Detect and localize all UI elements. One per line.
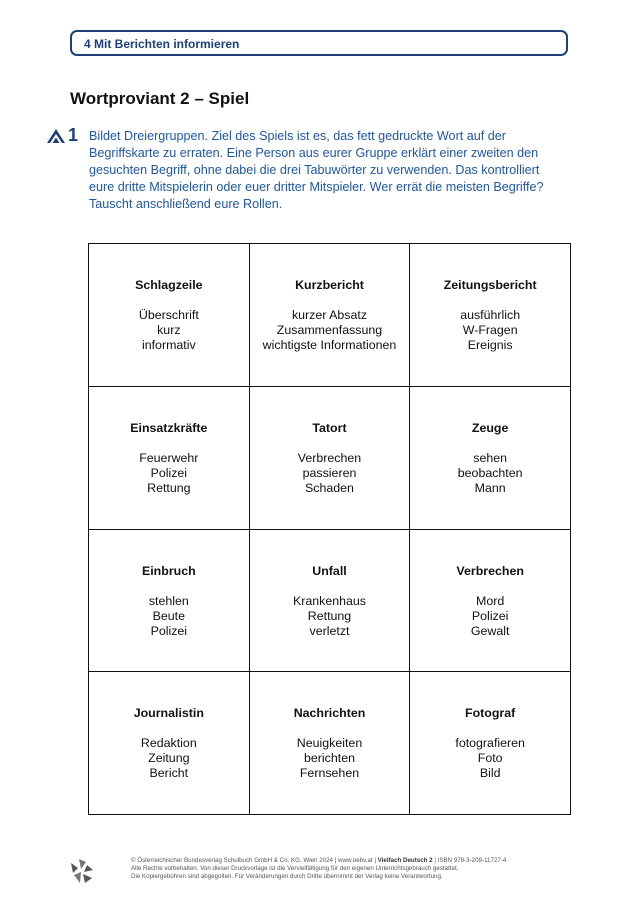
taboo-word: Bericht — [149, 766, 189, 781]
taboo-card — [250, 530, 411, 673]
taboo-word: Polizei — [150, 623, 188, 638]
taboo-word: W-Fragen — [462, 323, 518, 337]
taboo-card — [250, 244, 411, 387]
footer-line-2: Alle Rechte vorbehalten. Von dieser Druckvorlage ist die Vervielfältigung für den eigenen Unterrichtsgebrauch gestattet. — [131, 865, 459, 872]
taboo-word: wichtigste Informationen — [262, 338, 397, 352]
taboo-word: Gewalt — [470, 623, 510, 638]
taboo-word: Fernsehen — [299, 766, 360, 781]
card-term: Einbruch — [141, 563, 196, 578]
taboo-word: kurz — [157, 323, 181, 337]
task-instructions: Bildet Dreiergruppen. Ziel des Spiels ist es, das fett gedruckte Wort auf der Begriffskarte zu erraten. Eine Person aus eurer Gruppe erklärt einer zweiten den gesuchten Begriff, ohne dabei die drei Tabuwörter zu verwenden. Das kontrolliert eure dritte Mitspielerin oder euer dritter Mitspieler. Wer errät die meisten Begriffe? Tauscht anschließend eure Rollen. — [89, 129, 544, 211]
taboo-word: sehen — [473, 450, 508, 465]
taboo-word: kurzer Absatz — [291, 308, 368, 322]
oebv-logo — [68, 858, 94, 884]
taboo-card — [89, 672, 250, 815]
card-term: Schlagzeile — [135, 278, 203, 292]
footer-line-1: © Österreichischer Bundesverlag Schulbuch GmbH & Co. KG, Wien 2024 | www.oebv.at | Vielfach Deutsch 2 | ISBN 978-3-209-11727-4 — [131, 857, 507, 864]
taboo-word: informativ — [141, 338, 196, 352]
taboo-word: verletzt — [309, 623, 350, 638]
card-term: Zeuge — [471, 420, 509, 435]
taboo-card — [410, 244, 571, 387]
taboo-word: Beute — [152, 608, 186, 623]
taboo-word: Mann — [474, 480, 506, 495]
taboo-word: stehlen — [148, 593, 189, 608]
taboo-card — [250, 387, 411, 530]
taboo-card — [410, 530, 571, 673]
taboo-card-grid — [88, 243, 571, 815]
card-term: Nachrichten — [293, 706, 366, 721]
taboo-word: Mord — [476, 593, 505, 608]
taboo-word: Verbrechen — [297, 450, 362, 465]
group-work-icon — [46, 128, 66, 144]
taboo-word: berichten — [304, 751, 355, 766]
taboo-word: Foto — [477, 751, 503, 766]
card-term: Kurzbericht — [295, 278, 364, 292]
chapter-header-label: 4 Mit Berichten informieren — [84, 37, 240, 51]
taboo-word: Bild — [479, 766, 501, 781]
taboo-word: Redaktion — [140, 736, 197, 751]
footer-line-3: Die Kopiergebühren sind abgegolten. Für Veränderungen durch Dritte übernimmt der Verlag keine Verantwortung. — [131, 873, 443, 880]
taboo-card — [410, 672, 571, 815]
card-term: Fotograf — [465, 706, 516, 721]
card-term: Verbrechen — [456, 563, 524, 578]
taboo-word: passieren — [302, 465, 357, 480]
card-term: Zeitungsbericht — [443, 278, 537, 292]
taboo-word: Rettung — [307, 608, 352, 623]
card-term: Journalistin — [133, 706, 204, 721]
card-term: Unfall — [312, 563, 347, 578]
taboo-word: Feuerwehr — [139, 450, 199, 465]
taboo-card — [89, 530, 250, 673]
taboo-card — [410, 387, 571, 530]
task-number: 1 — [68, 125, 79, 145]
taboo-word: Polizei — [150, 465, 188, 480]
page-title: Wortproviant 2 – Spiel — [70, 89, 250, 108]
card-term: Tatort — [312, 420, 347, 435]
taboo-card — [89, 244, 250, 387]
taboo-word: beobachten — [457, 465, 523, 480]
taboo-word: Zeitung — [148, 751, 190, 766]
taboo-card — [89, 387, 250, 530]
taboo-word: Ereignis — [467, 338, 513, 352]
taboo-card — [250, 672, 411, 815]
card-term: Einsatzkräfte — [130, 420, 208, 435]
taboo-word: Polizei — [471, 608, 509, 623]
chapter-header — [70, 30, 568, 56]
taboo-word: Krankenhaus — [292, 593, 366, 608]
taboo-word: Rettung — [147, 480, 191, 495]
taboo-word: Neuigkeiten — [296, 736, 363, 751]
taboo-word: ausführlich — [460, 308, 521, 322]
taboo-word: fotografieren — [455, 736, 525, 751]
taboo-word: Überschrift — [138, 308, 199, 322]
footer-copyright — [131, 857, 506, 881]
taboo-word: Schaden — [305, 480, 354, 495]
taboo-word: Zusammenfassung — [276, 323, 383, 337]
